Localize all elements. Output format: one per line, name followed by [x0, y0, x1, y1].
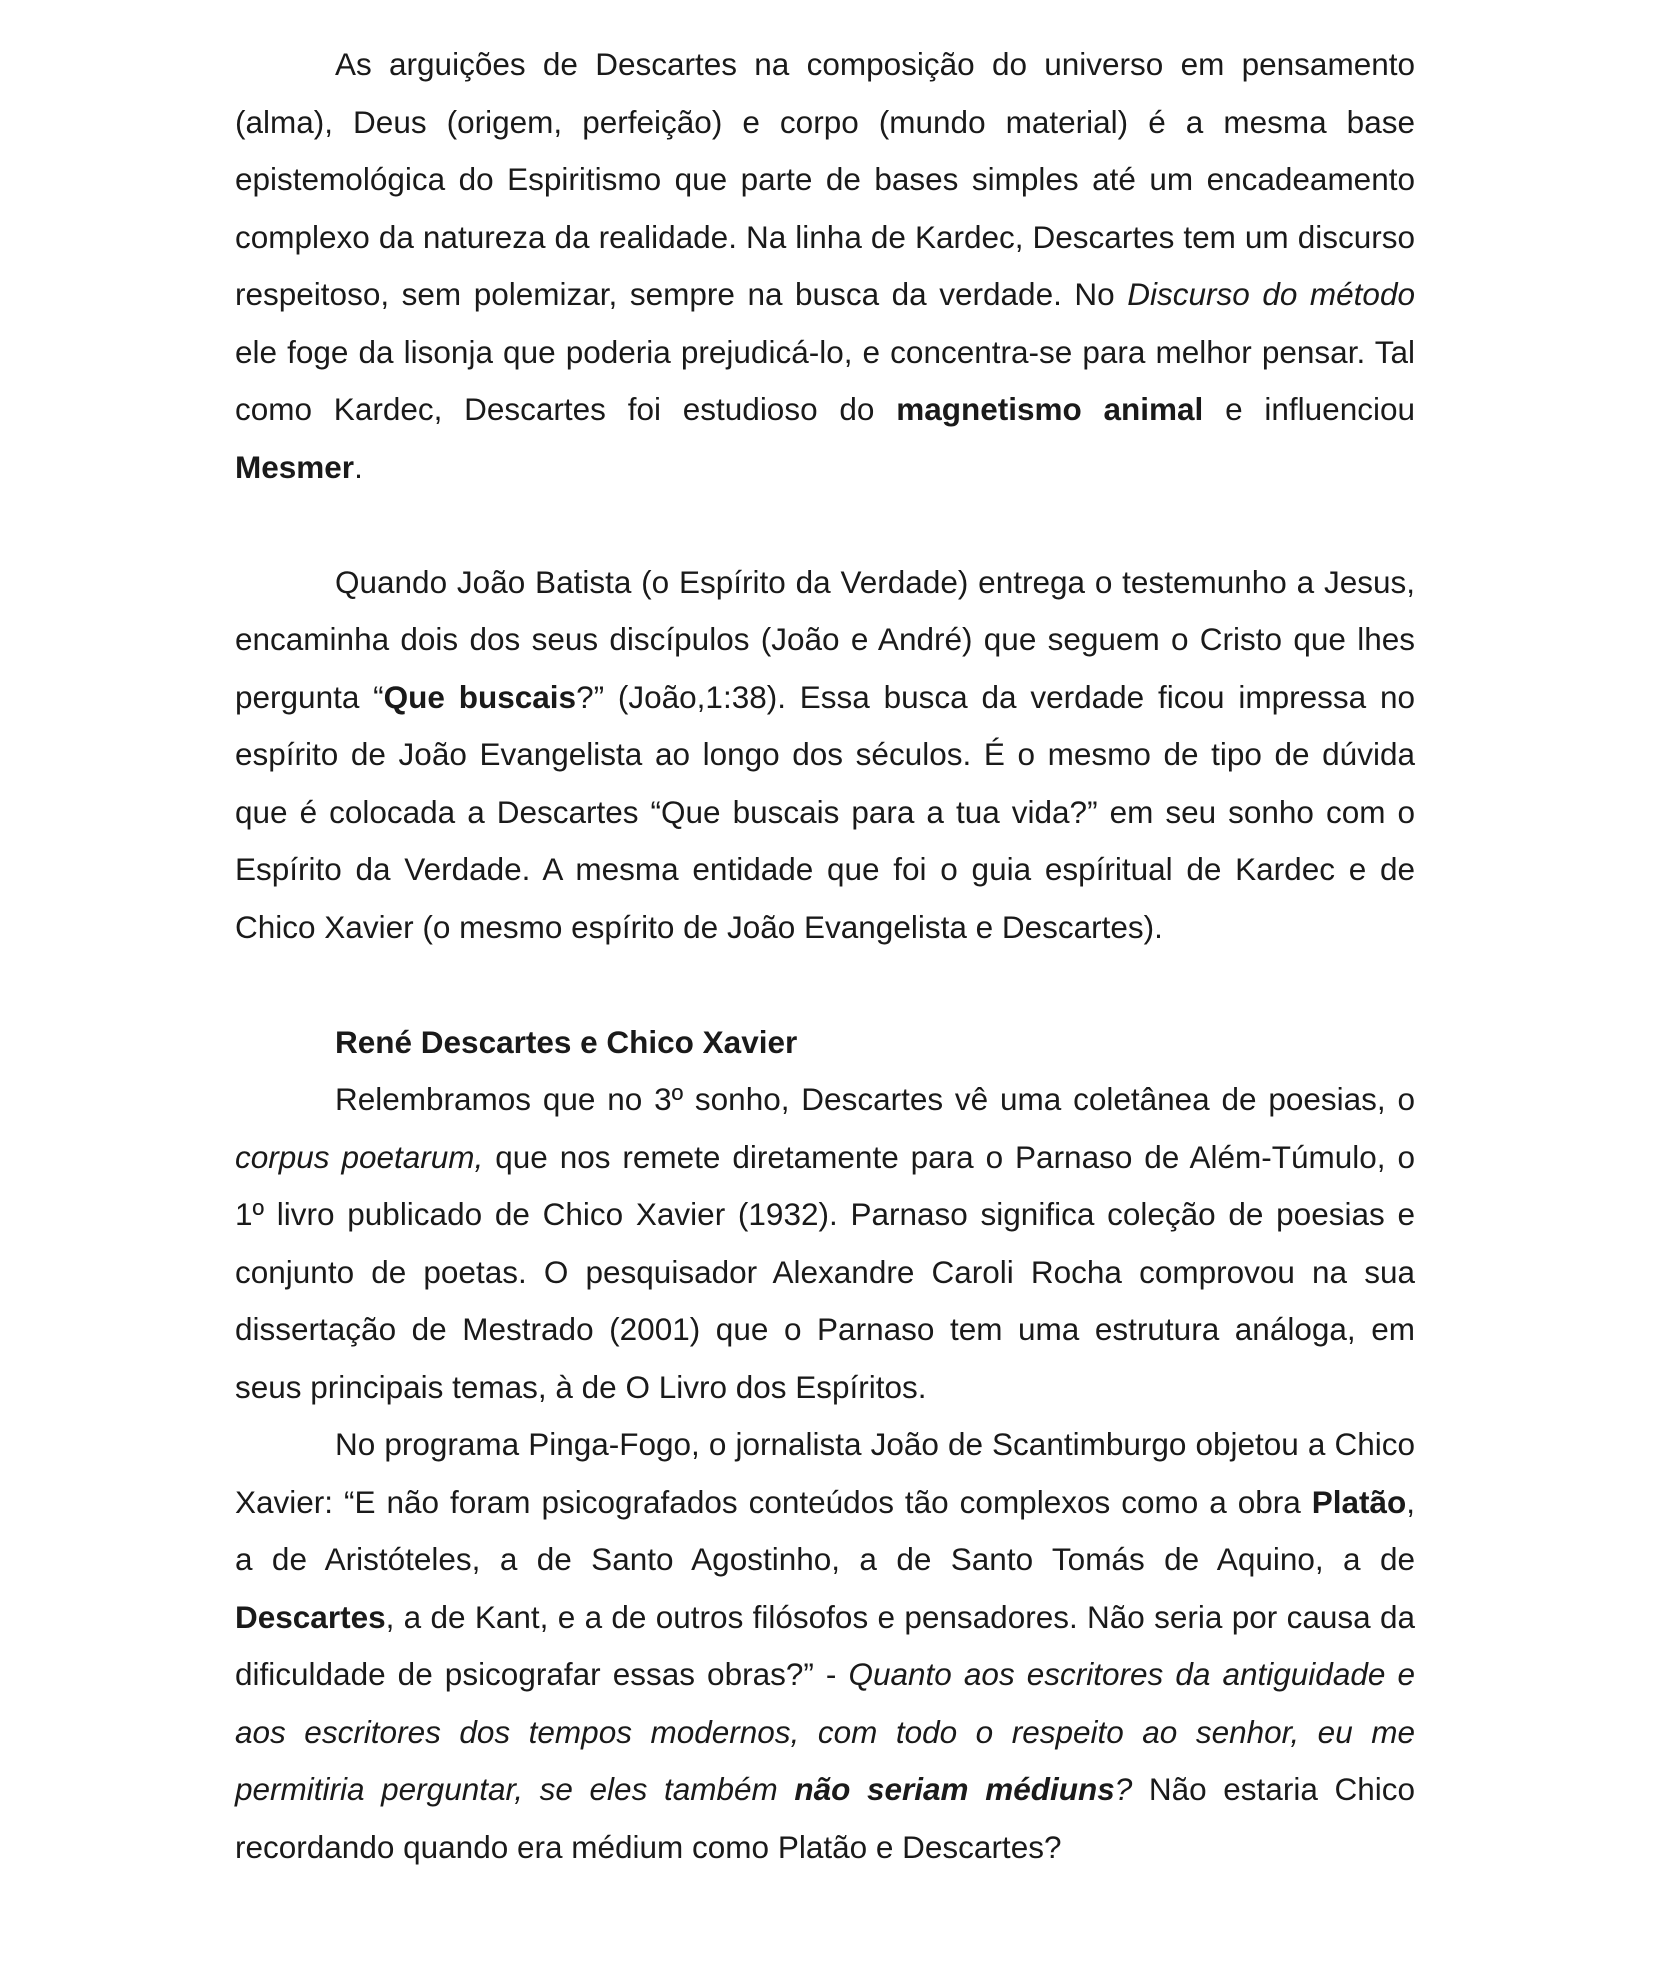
- paragraph-descartes-epistemology: [235, 36, 1415, 496]
- text-run: .: [354, 448, 363, 485]
- paragraph-gap: [235, 956, 1415, 1014]
- bold-term-que-buscais: Que buscais: [383, 678, 577, 715]
- text-run: que nos remete diretamente para o Parnaso de Além-Túmulo, o 1º livro publicado de Chico Xavier (1932). Parnaso significa coleção de poesias e conjunto de poetas. O pesquisador Alexandre Caroli Rocha comprovou na sua dissertação de Mestrado (2001) que o Parnaso tem uma estrutura análoga, em seus principais temas, à de O Livro dos Espíritos.: [235, 1138, 1415, 1405]
- text-column: [235, 36, 1415, 1876]
- book-title-discurso: Discurso do método: [1127, 276, 1415, 312]
- italic-question-mark: ?: [1114, 1771, 1133, 1807]
- text-run: ele foge da lisonja que poderia prejudicá-lo, e concentra-se para melhor pensar. Tal como Kardec, Descartes foi estudioso do: [235, 333, 1415, 427]
- text-run: As arguições de Descartes na composição do universo em pensamento (alma), Deus (origem, perfeição) e corpo (mundo material) é a mesma base epistemológica do Espiritismo que parte de bases simples até um encadeamento complexo da natureza da realidade. Na linha de Kardec, Descartes tem um discurso respeitoso, sem polemizar, sempre na busca da verdade. No: [235, 46, 1415, 312]
- text-run: , a de Aristóteles, a de Santo Agostinho, a de Santo Tomás de Aquino, a de: [235, 1483, 1415, 1577]
- bold-term-magnetismo: magnetismo animal: [896, 391, 1204, 427]
- italic-term-corpus-poetarum: corpus poetarum,: [235, 1138, 484, 1175]
- paragraph-pinga-fogo: [235, 1416, 1415, 1876]
- text-run: Quando João Batista (o Espírito da Verdade) entrega o testemunho a Jesus, encaminha dois dos seus discípulos (João e André) que seguem o Cristo que lhes pergunta “: [235, 563, 1415, 715]
- text-run: , a de Kant, e a de outros filósofos e pensadores. Não seria por causa da dificuldade de psicografar essas obras?” -: [235, 1598, 1415, 1692]
- paragraph-joao-batista: [235, 554, 1415, 957]
- bold-term-mesmer: Mesmer: [235, 448, 355, 485]
- bold-term-descartes: Descartes: [235, 1598, 386, 1635]
- bold-term-platao: Platão: [1311, 1483, 1407, 1520]
- italic-quote: Quanto aos escritores da antiguidade e aos escritores dos tempos modernos, com todo o respeito ao senhor, eu me permitiria perguntar, se eles também: [235, 1656, 1415, 1807]
- text-run: Não estaria Chico recordando quando era médium como Platão e Descartes?: [235, 1771, 1415, 1865]
- text-run: e influenciou: [1203, 391, 1415, 427]
- text-run: ?” (João,1:38). Essa busca da verdade ficou impressa no espírito de João Evangelista ao longo dos séculos. É o mesmo de tipo de dúvida que é colocada a Descartes “Que buscais para a tua vida?” em seu sonho com o Espírito da Verdade. A mesma entidade que foi o guia espíritual de Kardec e de Chico Xavier (o mesmo espírito de João Evangelista e Descartes).: [235, 678, 1415, 945]
- section-heading: René Descartes e Chico Xavier: [335, 1023, 798, 1060]
- bold-italic-term-mediuns: não seriam médiuns: [794, 1771, 1115, 1807]
- paragraph-gap: [235, 496, 1415, 554]
- text-run: Relembramos que no 3º sonho, Descartes vê uma coletânea de poesias, o: [335, 1081, 1415, 1117]
- paragraph-corpus-poetarum: [235, 1071, 1415, 1416]
- text-run: No programa Pinga-Fogo, o jornalista João de Scantimburgo objetou a Chico Xavier: “E não foram psicografados conteúdos tão complexos como a obra: [235, 1426, 1415, 1520]
